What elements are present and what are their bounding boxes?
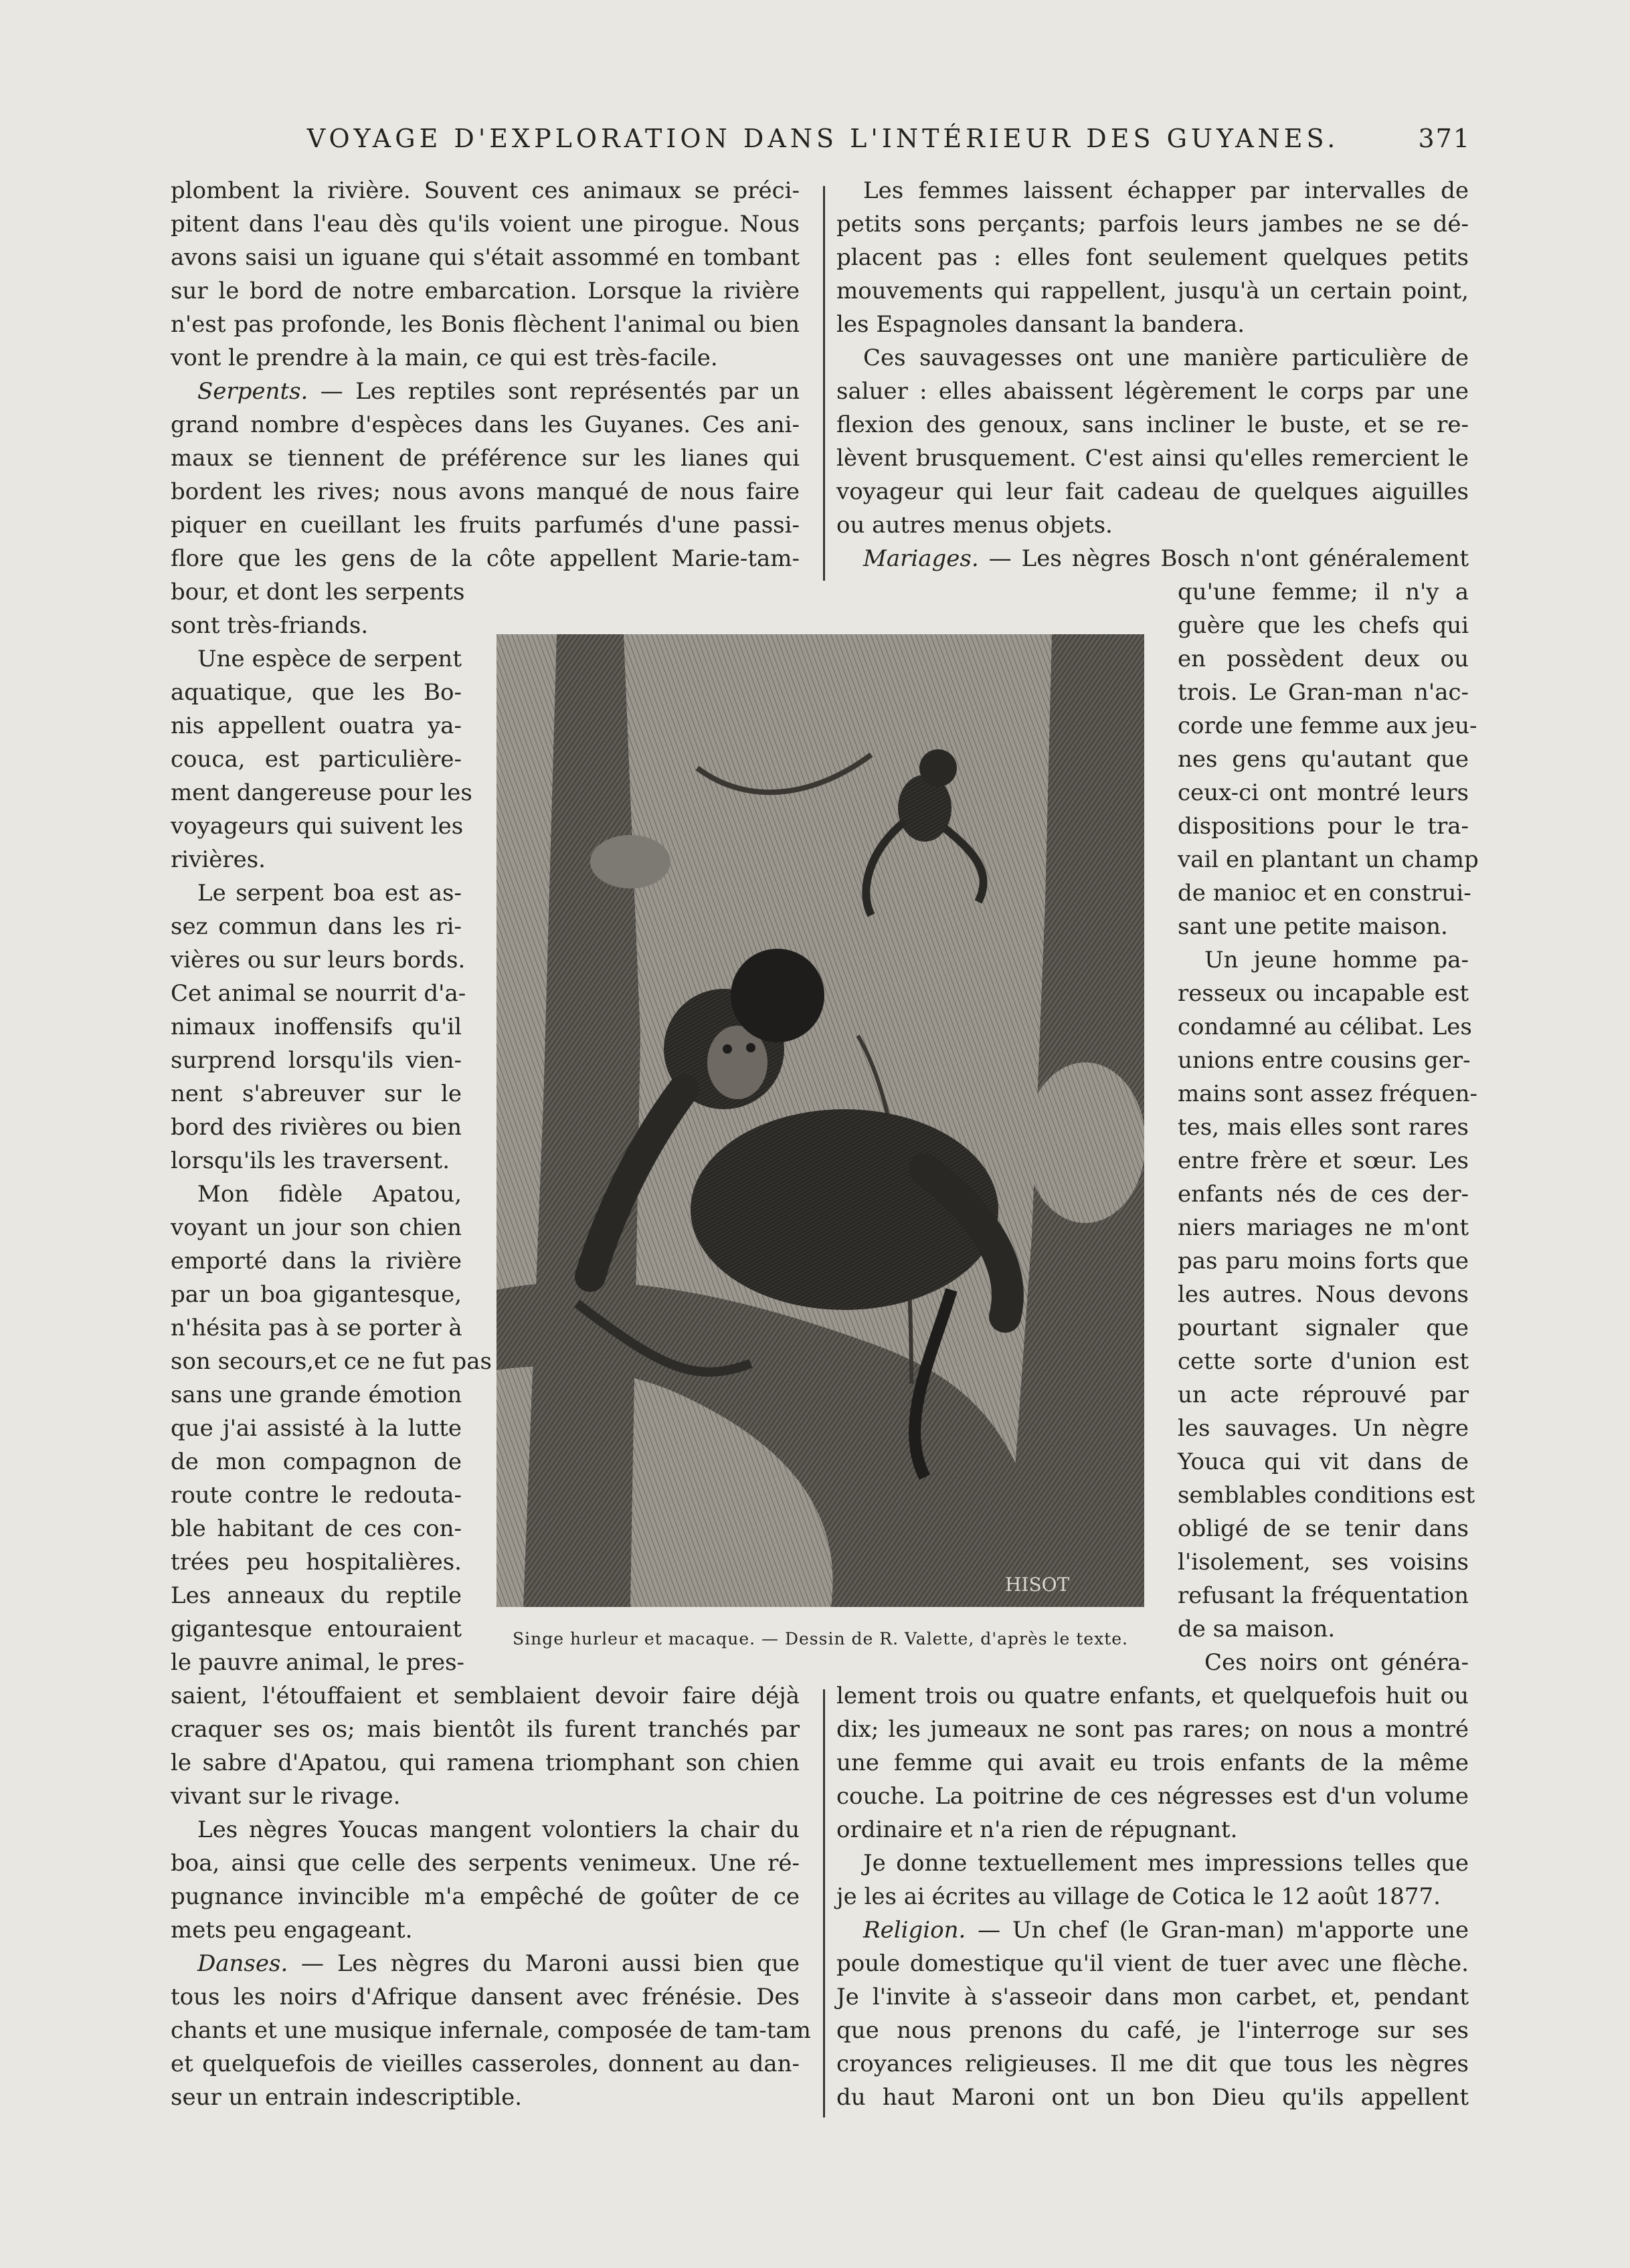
text-line: vivant sur le rivage. <box>171 1783 401 1810</box>
text-line: n'hésita pas à se porter à <box>171 1315 462 1341</box>
text-line: nes gens qu'autant que <box>1178 746 1469 773</box>
text-line: voyant un jour son chien <box>171 1214 462 1241</box>
text-line: dix; les jumeaux ne sont pas rares; on nous a montré <box>836 1716 1469 1743</box>
left-column-top <box>171 174 800 575</box>
text-line: vont le prendre à la main, ce qui est très-facile. <box>171 345 718 371</box>
text-line: et quelquefois de vieilles casseroles, donnent au dan- <box>171 2051 800 2077</box>
text-line: enfants nés de ces der- <box>1178 1181 1469 1208</box>
text-line: resseux ou incapable est <box>1178 980 1469 1007</box>
text-line: vail en plantant un champ <box>1178 846 1479 873</box>
text-line: tes, mais elles sont rares <box>1178 1114 1469 1141</box>
text-line: saient, l'étouffaient et semblaient devoir faire déjà <box>171 1683 800 1709</box>
text-line: entre frère et sœur. Les <box>1178 1147 1469 1174</box>
text-line: Cet animal se nourrit d'a- <box>171 980 466 1007</box>
text-line: sez commun dans les ri- <box>171 913 462 940</box>
column-rule-top <box>823 186 825 581</box>
text-line: niers mariages ne m'ont <box>1178 1214 1469 1241</box>
text-line: que nous prenons du café, je l'interroge sur ses <box>836 2017 1469 2044</box>
text-line: Mon fidèle Apatou, <box>197 1181 462 1208</box>
text-line: tous les noirs d'Afrique dansent avec frénésie. Des <box>171 1984 800 2010</box>
text-line: dispositions pour le tra- <box>1178 813 1469 840</box>
text-line: chants et une musique infernale, composée de tam-tam <box>171 2017 811 2044</box>
text-line: ble habitant de ces con- <box>171 1515 462 1542</box>
text-line: craquer ses os; mais bientôt ils furent tranchés par <box>171 1716 800 1743</box>
text-line: le sabre d'Apatou, qui ramena triomphant son chien <box>171 1750 800 1776</box>
section-lead-serpents: Serpents. — Les reptiles sont représentés par un <box>197 378 800 405</box>
text-line: lèvent brusquement. C'est ainsi qu'elles remercient le <box>836 445 1469 472</box>
right-column-bottom <box>836 1679 1469 2114</box>
right-column-top <box>836 174 1469 575</box>
text-line: bordent les rives; nous avons manqué de nous faire <box>171 478 800 505</box>
text-line: corde une femme aux jeu- <box>1178 713 1477 739</box>
text-line: rivières. <box>171 846 266 873</box>
text-line: refusant la fréquentation <box>1178 1582 1469 1609</box>
text-line: sant une petite maison. <box>1178 913 1448 940</box>
text-line: de manioc et en construi- <box>1178 880 1471 907</box>
running-title: VOYAGE D'EXPLORATION DANS L'INTÉRIEUR DES GUYANES. <box>306 124 1340 153</box>
text-line: Ces sauvagesses ont une manière particulière de <box>863 345 1469 371</box>
text-line: les sauvages. Un nègre <box>1178 1415 1469 1442</box>
text-line: trées peu hospitalières. <box>171 1549 462 1576</box>
text-line: Le serpent boa est as- <box>197 880 462 907</box>
text-line: Youca qui vit dans de <box>1178 1448 1469 1475</box>
text-line: voyageurs qui suivent les <box>171 813 464 840</box>
left-column-bottom <box>171 1679 811 2114</box>
text-line: surprend lorsqu'ils vien- <box>171 1047 462 1074</box>
text-line: pugnance invincible m'a empêché de goûter de ce <box>171 1883 800 1910</box>
text-line: cette sorte d'union est <box>1178 1348 1469 1375</box>
text-line: vières ou sur leurs bords. <box>171 947 466 973</box>
text-line: Les nègres Youcas mangent volontiers la chair du <box>197 1816 800 1843</box>
text-line: petits sons perçants; parfois leurs jambes ne se dé- <box>836 211 1469 238</box>
text-line: qu'une femme; il n'y a <box>1178 579 1469 605</box>
text-line: mets peu engageant. <box>171 1917 413 1944</box>
text-line: couche. La poitrine de ces négresses est d'un volume <box>836 1783 1469 1810</box>
section-lead-mariages: Mariages. — Les nègres Bosch n'ont généralement <box>863 545 1469 572</box>
text-line: bord des rivières ou bien <box>171 1114 462 1141</box>
text-line: Ces noirs ont généra- <box>1204 1649 1469 1676</box>
text-line: Les femmes laissent échapper par intervalles de <box>863 177 1469 204</box>
right-column-narrow <box>1178 575 1479 1679</box>
text-line: ordinaire et n'a rien de répugnant. <box>836 1816 1238 1843</box>
text-line: les Espagnoles dansant la bandera. <box>836 311 1245 338</box>
text-line: ou autres menus objets. <box>836 512 1113 539</box>
section-lead-danses: Danses. — Les nègres du Maroni aussi bien que <box>197 1950 800 1977</box>
text-line: maux se tiennent de préférence sur les lianes qui <box>171 445 800 472</box>
text-line: Un jeune homme pa- <box>1204 947 1469 973</box>
text-line: ment dangereuse pour les <box>171 779 472 806</box>
text-line: piquer en cueillant les fruits parfumés d'une passi- <box>171 512 800 539</box>
text-line: poule domestique qu'il vient de tuer avec une flèche. <box>836 1950 1469 1977</box>
text-line: pitent dans l'eau dès qu'ils voient une pirogue. Nous <box>171 211 800 238</box>
text-line: Les anneaux du reptile <box>171 1582 462 1609</box>
text-line: guère que les chefs qui <box>1178 612 1469 639</box>
text-line: aquatique, que les Bo- <box>171 679 462 706</box>
text-line: couca, est particulière- <box>171 746 462 773</box>
text-line: nent s'abreuver sur le <box>171 1080 462 1107</box>
monkey-engraving-illustration <box>496 634 1144 1607</box>
text-line: ceux-ci ont montré leurs <box>1178 779 1469 806</box>
text-line: une femme qui avait eu trois enfants de la même <box>836 1750 1469 1776</box>
text-line: un acte réprouvé par <box>1178 1382 1469 1408</box>
text-line: du haut Maroni ont un bon Dieu qu'ils appellent <box>836 2084 1469 2111</box>
text-line: trois. Le Gran-man n'ac- <box>1178 679 1469 706</box>
text-line: voyageur qui leur fait cadeau de quelques aiguilles <box>836 478 1469 505</box>
text-line: nis appellent ouatra ya- <box>171 713 462 739</box>
text-line: seur un entrain indescriptible. <box>171 2084 523 2111</box>
text-line: lorsqu'ils les traversent. <box>171 1147 450 1174</box>
text-line: avons saisi un iguane qui s'était assommé en tombant <box>171 244 800 271</box>
text-line: obligé de se tenir dans <box>1178 1515 1469 1542</box>
text-line: en possèdent deux ou <box>1178 646 1469 672</box>
page-number: 371 <box>1418 124 1471 153</box>
text-line: que j'ai assisté à la lutte <box>171 1415 462 1442</box>
text-line: route contre le redouta- <box>171 1482 462 1509</box>
text-line: Une espèce de serpent <box>197 646 462 672</box>
column-rule-bottom <box>823 1689 825 2117</box>
text-line: unions entre cousins ger- <box>1178 1047 1471 1074</box>
text-line: lement trois ou quatre enfants, et quelquefois huit ou <box>836 1683 1469 1709</box>
text-line: boa, ainsi que celle des serpents venimeux. Une ré- <box>171 1850 800 1877</box>
text-line: mouvements qui rappellent, jusqu'à un certain point, <box>836 278 1469 304</box>
text-line: nimaux inoffensifs qu'il <box>171 1014 462 1040</box>
text-line: condamné au célibat. Les <box>1178 1014 1472 1040</box>
engraver-signature: HISOT <box>1005 1574 1070 1596</box>
left-column-narrow <box>171 575 492 1679</box>
text-line: placent pas : elles font seulement quelques petits <box>836 244 1469 271</box>
text-line: gigantesque entouraient <box>171 1616 462 1642</box>
illustration-caption: Singe hurleur et macaque. — Dessin de R. Valette, d'après le texte. <box>513 1629 1128 1648</box>
text-line: mains sont assez fréquen- <box>1178 1080 1477 1107</box>
text-line: grand nombre d'espèces dans les Guyanes. Ces ani- <box>171 411 800 438</box>
text-line: emporté dans la rivière <box>171 1248 462 1274</box>
text-line: plombent la rivière. Souvent ces animaux se préci- <box>171 177 800 204</box>
text-line: Je donne textuellement mes impressions telles que <box>863 1850 1469 1877</box>
text-line: par un boa gigantesque, <box>171 1281 462 1308</box>
text-line: sont très-friands. <box>171 612 369 639</box>
text-line: le pauvre animal, le pres- <box>171 1649 465 1676</box>
text-line: sans une grande émotion <box>171 1382 462 1408</box>
text-line: les autres. Nous devons <box>1178 1281 1469 1308</box>
text-line: saluer : elles abaissent légèrement le corps par une <box>836 378 1469 405</box>
text-line: croyances religieuses. Il me dit que tous les nègres <box>836 2051 1469 2077</box>
text-line: de mon compagnon de <box>171 1448 462 1475</box>
text-line: pas paru moins forts que <box>1178 1248 1469 1274</box>
section-lead-religion: Religion. — Un chef (le Gran-man) m'apporte une <box>863 1917 1469 1944</box>
text-line: n'est pas profonde, les Bonis flèchent l'animal ou bien <box>171 311 800 338</box>
text-line: de sa maison. <box>1178 1616 1336 1642</box>
text-line: son secours,et ce ne fut pas <box>171 1348 492 1375</box>
text-line: bour, et dont les serpents <box>171 579 465 605</box>
text-line: Je l'invite à s'asseoir dans mon carbet, et, pendant <box>836 1984 1469 2010</box>
text-line: semblables conditions est <box>1178 1482 1475 1509</box>
text-line: flexion des genoux, sans incliner le buste, et se re- <box>836 411 1469 438</box>
text-line: flore que les gens de la côte appellent Marie-tam- <box>171 545 800 572</box>
text-line: sur le bord de notre embarcation. Lorsque la rivière <box>171 278 800 304</box>
text-line: l'isolement, ses voisins <box>1178 1549 1469 1576</box>
text-line: je les ai écrites au village de Cotica le 12 août 1877. <box>836 1883 1441 1910</box>
text-line: pourtant signaler que <box>1178 1315 1469 1341</box>
